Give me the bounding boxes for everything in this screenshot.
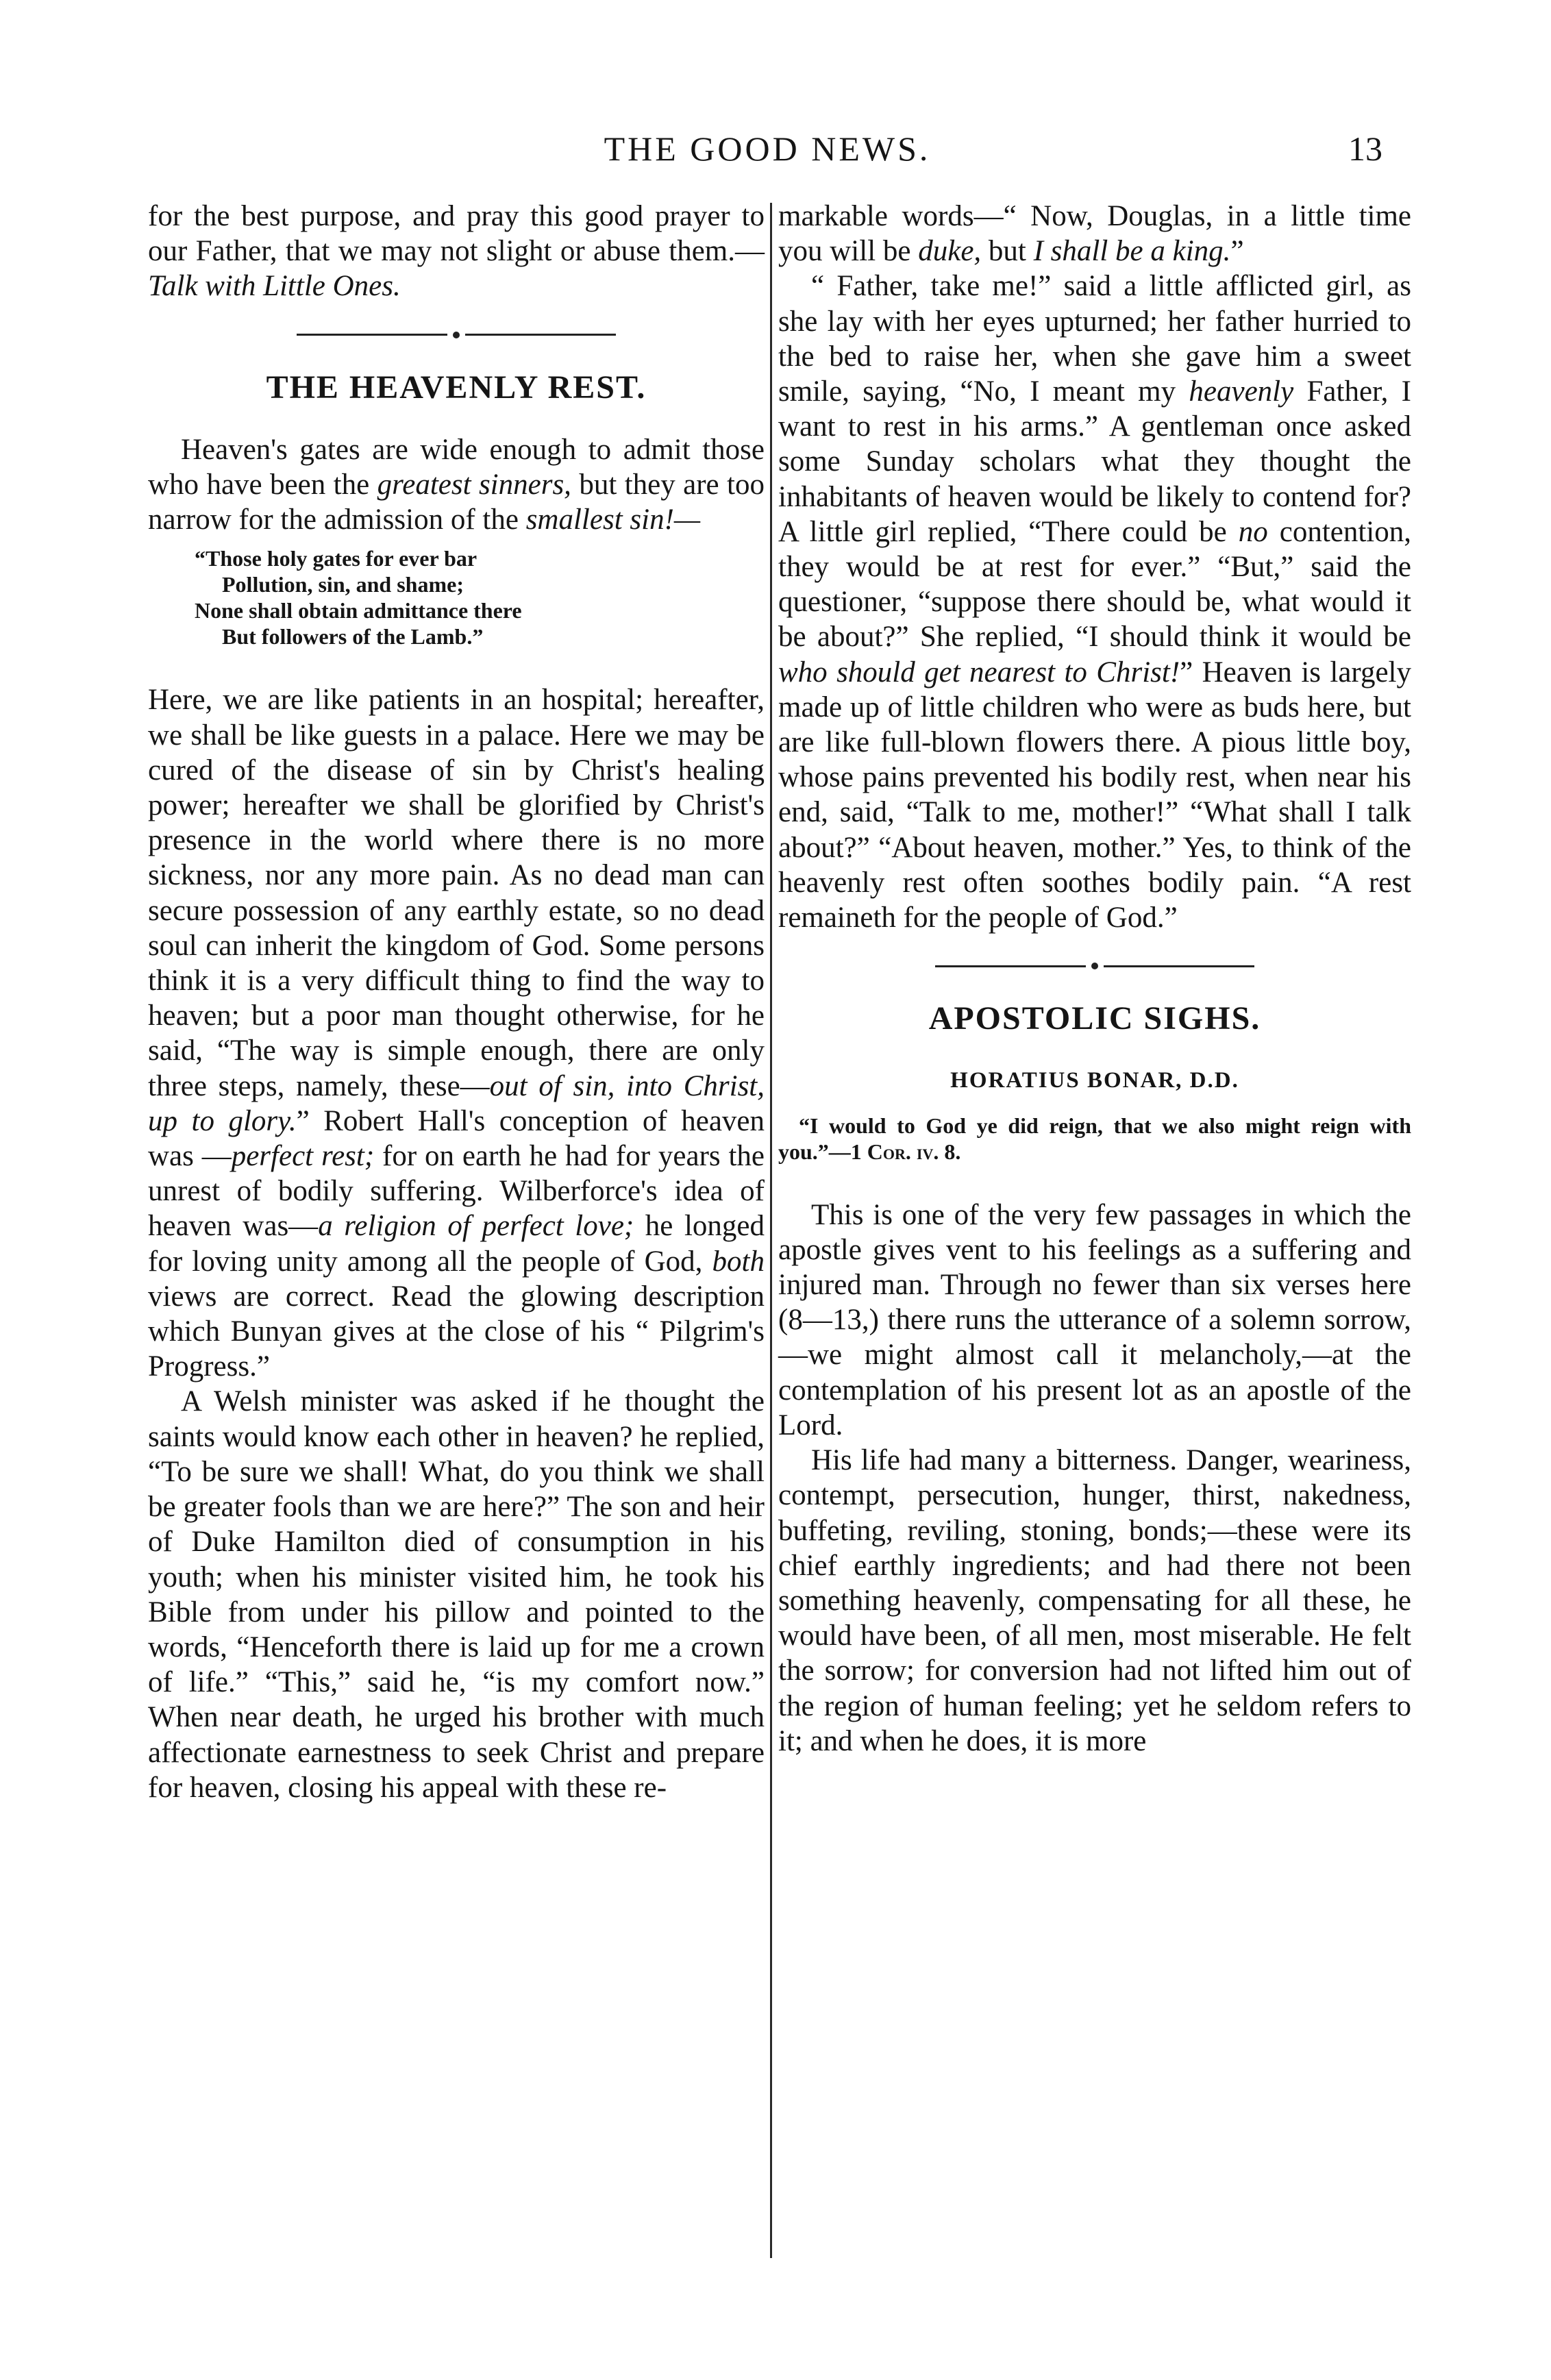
section-separator	[778, 935, 1411, 997]
separator-dot	[453, 332, 460, 338]
paragraph: This is one of the very few passages in which the apostle gives vent to his feelings as a suffering and injured man. Through no fewer than six verses here (8—13,) there runs the utterance of a solemn sorrow,—we might almost call it melancholy,—at the contemplation of his present lot as an apostle of the Lord.	[778, 1198, 1411, 1441]
text-run: ” Robert Hall's conception of heaven was —	[148, 1104, 765, 1173]
left-column	[148, 199, 765, 2254]
emphasis: heavenly	[1189, 375, 1294, 408]
emphasis: perfect rest;	[231, 1140, 375, 1173]
separator-dot	[1091, 963, 1098, 969]
epigraph	[778, 1113, 1411, 1165]
text-run: ”	[1230, 235, 1244, 268]
text-run: but	[981, 235, 1034, 268]
emphasis: both	[712, 1245, 765, 1278]
verse-line: Pollution, sin, and shame;	[222, 572, 464, 597]
paragraph	[778, 269, 1411, 935]
separator-line	[935, 965, 1086, 967]
section-title-apostolic-sighs: APOSTOLIC SIGHS.	[928, 1000, 1261, 1037]
epigraph-reference: Cor. iv. 8.	[867, 1139, 961, 1164]
epigraph-text: “I would to God ye did reign, that we also might reign with you.”—1	[778, 1113, 1411, 1164]
text-run: he longed for loving unity among all the people of God,	[148, 1210, 765, 1278]
intro-text: for the best purpose, and pray this good prayer to our Father, that we may not slight or abuse them.—	[148, 200, 765, 268]
emphasis: I shall be a king.	[1033, 235, 1231, 268]
text-run: views are correct. Read the glowing description which Bunyan gives at the close of his “ Pilgrim's Progress.”	[148, 1280, 765, 1383]
right-column	[778, 199, 1411, 2254]
text-run: markable words—“ Now, Douglas, in a little time you will be	[778, 200, 1411, 268]
verse-line: None shall obtain admittance there	[195, 598, 522, 623]
emphasis: who should get nearest to Christ!	[778, 656, 1180, 689]
text-run: for on earth he had for years the unrest of bodily suffering. Wilberforce's idea of heaven was—	[148, 1140, 765, 1243]
separator-line	[297, 334, 447, 336]
paragraph: A Welsh minister was asked if he thought the saints would know each other in heaven? he replied, “To be sure we shall! What, do you think we shall be greater fools than we are here?” The son and heir of Duke Hamilton died of consumption in his youth; when his minister visited him, he took his Bible from under his pillow and pointed to the words, “Henceforth there is laid up for me a crown of life.” “This,” said he, “is my comfort now.” When near death, he urged his brother with much affectionate earnestness to seek Christ and prepare for heaven, closing his appeal with these re-	[148, 1385, 765, 1804]
text-run: Here, we are like patients in an hospital; hereafter, we shall be like guests in a palace. Here we may be cured of the disease of sin by Christ's healing power; hereafter we shall be glorified by Christ's presence in the world where there is no more sickness, nor any more pain. As no dead man can secure possession of any earthly estate, so no dead soul can inherit the kingdom of God. Some persons think it is a very difficult thing to find the way to heaven; but a poor man thought otherwise, for he said, “The way is simple enough, there are only three steps, namely, these—	[148, 684, 765, 1102]
page-header	[0, 129, 1551, 170]
intro-source: Talk with Little Ones.	[148, 270, 401, 303]
hymn-verse	[195, 545, 765, 649]
author-byline: HORATIUS BONAR, D.D.	[950, 1068, 1239, 1093]
text-run: “ Father, take me!” said a little afflicted girl, as she lay with her eyes upturned; her father hurried to the bed to raise her, when she gave him a sweet smile, saying, “No, I meant my	[778, 270, 1411, 408]
text-run: Father, I want to rest in his arms.” A gentleman once asked some Sunday scholars what they thought the inhabitants of heaven would be likely to contend for? A little girl replied, “There could be	[778, 375, 1411, 548]
page-number: 13	[1348, 129, 1382, 168]
text-run: but they are too narrow for the admission of the	[148, 469, 765, 536]
column-divider	[770, 203, 772, 2258]
paragraph: His life had many a bitterness. Danger, weariness, contempt, persecution, hunger, thirst, nakedness, buffeting, reviling, stoning, bonds;—these were its chief earthly ingredients; and had there not been something heavenly, compensating for all these, he would have been, of all men, most miserable. He felt the sorrow; for conversion had not lifted him out of the region of human feeling; yet he seldom refers to it; and when he does, it is more	[778, 1444, 1411, 1757]
section-title-heavenly-rest: THE HEAVENLY REST.	[266, 369, 647, 406]
emphasis: out of sin, into Christ, up to glory.	[148, 1069, 765, 1137]
emphasis: a religion of perfect love;	[318, 1210, 634, 1243]
paragraph	[148, 682, 765, 1384]
emphasis: no	[1238, 515, 1268, 548]
emphasis: duke,	[918, 235, 982, 268]
verse-line: But followers of the Lamb.”	[222, 624, 484, 649]
separator-line	[465, 334, 616, 336]
section-separator	[148, 304, 765, 366]
emphasis: greatest sinners,	[377, 469, 571, 501]
text-run: contention, they would be at rest for ever.” “But,” said the questioner, “suppose there should be, what would it be about?” She replied, “I should think it would be	[778, 515, 1412, 654]
emphasis: smallest sin!—	[525, 504, 701, 536]
text-run: ” Heaven is largely made up of little children who were as buds here, but are like full-blown flowers there. A pious little boy, whose pains prevented his bodily rest, when near his end, said, “Talk to me, mother!” “What shall I talk about?” “About heaven, mother.” Yes, to think of the heavenly rest often soothes bodily pain. “A rest remaineth for the people of God.”	[778, 656, 1411, 934]
paragraph	[148, 432, 765, 538]
running-title: THE GOOD NEWS.	[604, 129, 931, 168]
intro-paragraph	[148, 199, 765, 304]
separator-line	[1104, 965, 1254, 967]
verse-line: “Those holy gates for ever bar	[195, 546, 477, 571]
paragraph	[778, 199, 1411, 269]
text-run: Heaven's gates are wide enough to admit those who have been the	[148, 433, 765, 501]
